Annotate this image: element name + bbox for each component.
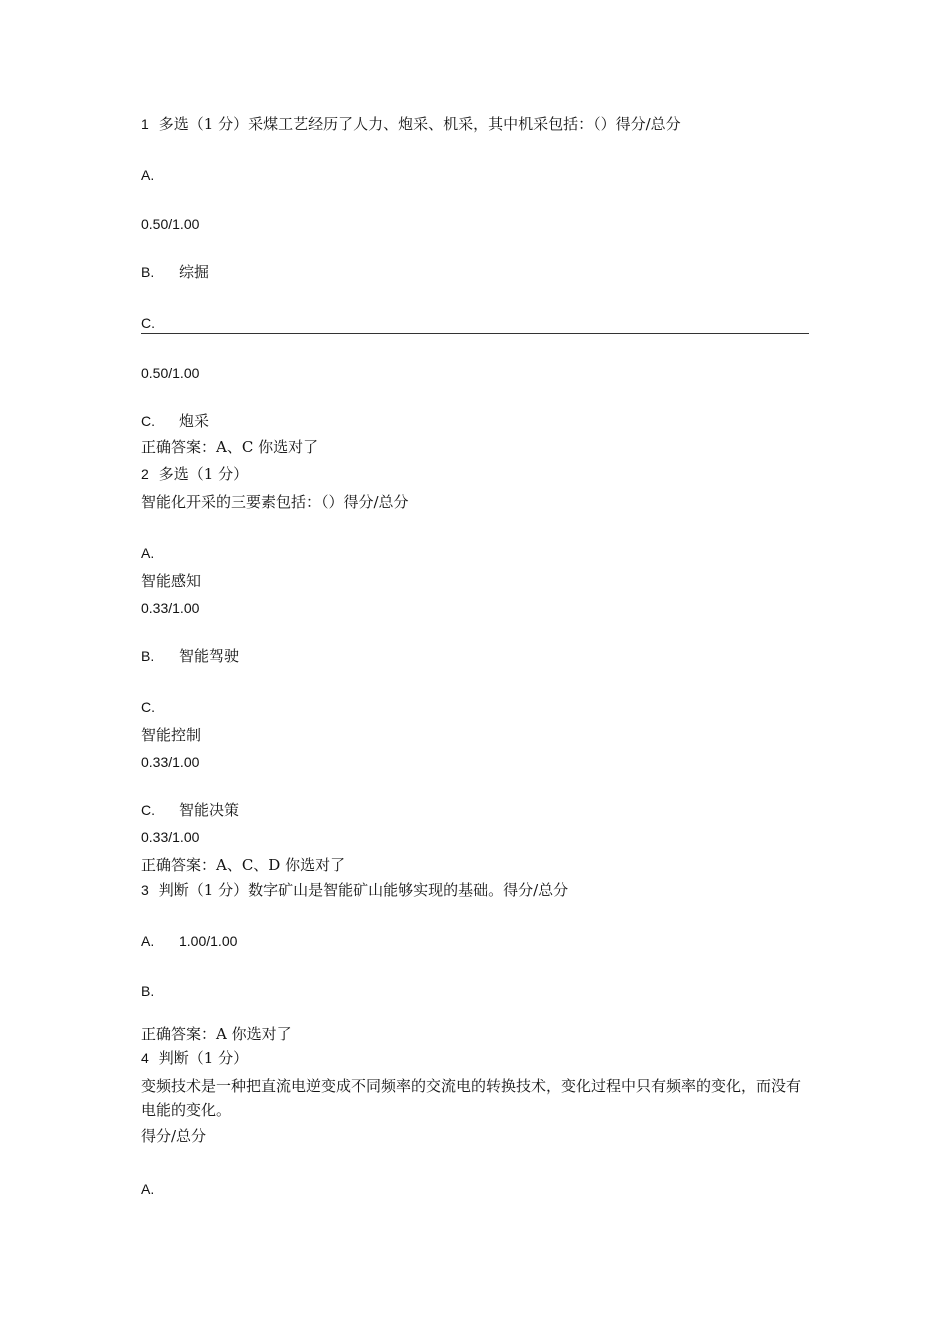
q1-type: 多选（1 分） [158,115,249,133]
q4-type: 判断（1 分） [158,1049,249,1067]
q1-option-c2[interactable] [141,411,209,431]
q2-option-c-text: 智能控制 [141,726,202,744]
q3-score-a: 1.00/1.00 [179,933,238,949]
q2-header [141,464,248,484]
q2-number: 2 [141,466,149,482]
q3-option-b-letter: B. [141,983,155,999]
q3-option-a[interactable] [141,931,237,951]
q1-score-c: 0.50/1.00 [141,365,200,381]
q2-score-c: 0.33/1.00 [141,754,200,770]
q2-option-a-letter: A. [141,545,155,561]
q1-option-c[interactable] [141,313,155,333]
q2-answer: 正确答案：A、C、D 你选对了 [141,856,346,874]
divider-line [141,333,809,334]
q3-option-b[interactable] [141,981,154,1001]
q1-option-b-letter: B. [141,264,155,280]
q1-option-a-letter: A. [141,167,155,183]
q2-option-a-text: 智能感知 [141,572,202,590]
q1-text: 采煤工艺经历了人力、炮采、机采，其中机采包括：（）得分/总分 [248,115,681,133]
q2-option-c-letter: C. [141,699,155,715]
q3-text: 数字矿山是智能矿山能够实现的基础。得分/总分 [248,881,569,899]
q4-option-a-letter: A. [141,1181,155,1197]
q1-option-c-letter: C. [141,315,155,331]
q1-header [141,114,681,134]
q1-answer: 正确答案：A、C 你选对了 [141,438,319,456]
q3-type: 判断（1 分） [158,881,249,899]
q1-score-a: 0.50/1.00 [141,216,200,232]
q2-score-c2: 0.33/1.00 [141,829,200,845]
q2-option-c[interactable] [141,697,155,717]
q4-score-label: 得分/总分 [141,1127,207,1145]
q1-option-b[interactable] [141,262,209,282]
q4-header [141,1048,248,1068]
q1-option-c2-letter: C. [141,413,155,429]
q3-answer: 正确答案：A 你选对了 [141,1025,292,1043]
q2-score-a: 0.33/1.00 [141,600,200,616]
q1-option-b-text: 综掘 [179,263,210,281]
q2-option-b[interactable] [141,646,239,666]
q1-number: 1 [141,116,149,132]
q1-option-c2-text: 炮采 [179,412,210,430]
q4-option-a[interactable] [141,1179,154,1199]
q1-option-a[interactable] [141,165,154,185]
q2-type: 多选（1 分） [158,465,249,483]
q2-option-c2[interactable] [141,800,239,820]
q3-option-a-letter: A. [141,933,155,949]
q2-option-b-text: 智能驾驶 [179,647,240,665]
q4-text: 变频技术是一种把直流电逆变成不同频率的交流电的转换技术，变化过程中只有频率的变化，而没有电能的变化。 [141,1077,802,1119]
q2-text: 智能化开采的三要素包括：（）得分/总分 [141,493,409,511]
q3-header [141,880,568,900]
q4-number: 4 [141,1050,149,1066]
q2-option-a[interactable] [141,543,154,563]
q2-option-b-letter: B. [141,648,155,664]
q2-option-c2-letter: C. [141,802,155,818]
q2-option-c2-text: 智能决策 [179,801,240,819]
q3-number: 3 [141,882,149,898]
